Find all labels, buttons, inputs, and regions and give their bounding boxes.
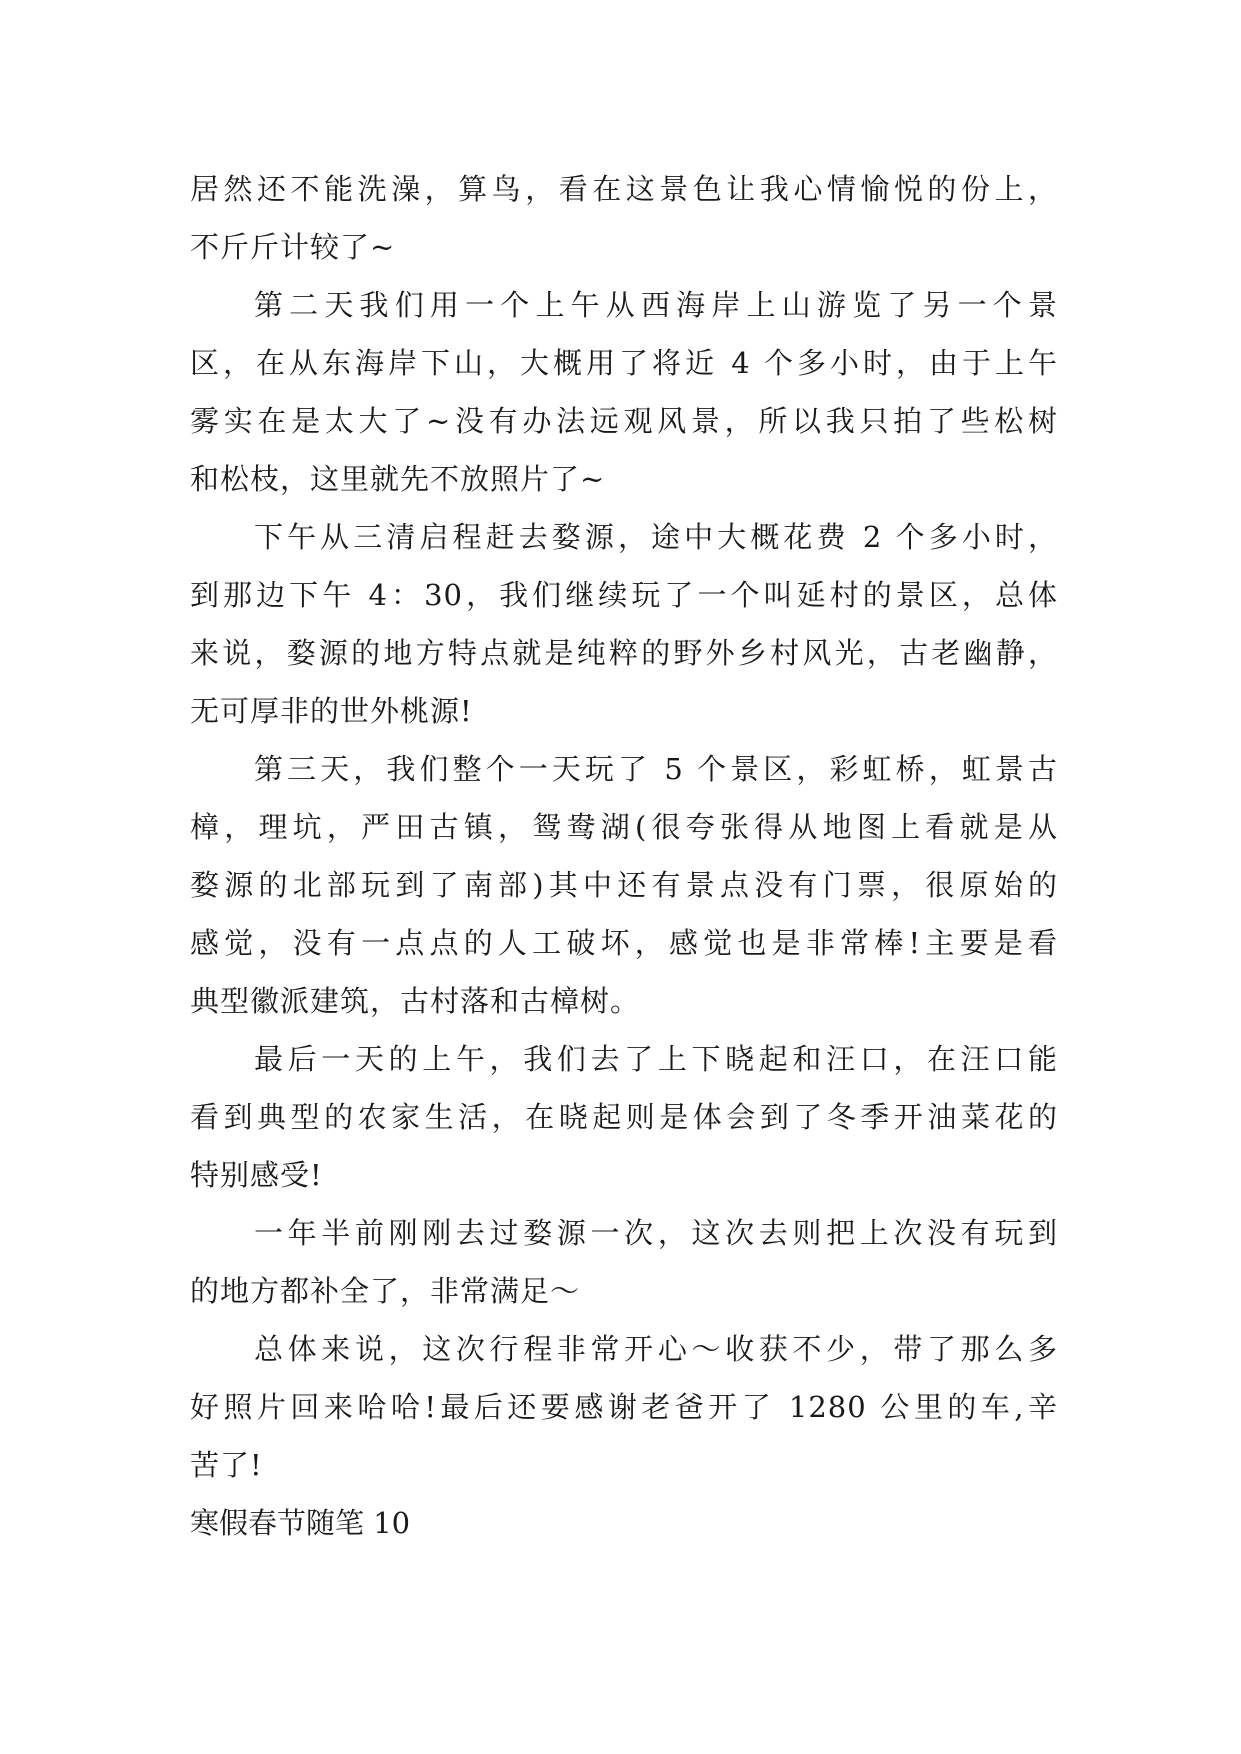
- paragraph-first-line: 最后一天的上午，我们去了上下晓起和汪口，在汪口能: [254, 1042, 1058, 1076]
- text-line: 无可厚非的世外桃源!: [190, 694, 473, 728]
- paragraph-first-line: 总体来说，这次行程非常开心～收获不少，带了那么多: [254, 1332, 1058, 1366]
- text-line: 典型徽派建筑，古村落和古樟树。: [190, 984, 641, 1018]
- paragraph-first-line: 一年半前刚刚去过婺源一次，这次去则把上次没有玩到: [254, 1216, 1058, 1250]
- text-line: 感觉，没有一点点的人工破坏，感觉也是非常棒!主要是看: [190, 926, 1058, 960]
- text-line: 好照片回来哈哈!最后还要感谢老爸开了 1280 公里的车,辛: [190, 1390, 1058, 1424]
- text-line: 来说，婺源的地方特点就是纯粹的野外乡村风光，古老幽静，: [190, 636, 1058, 670]
- text-line: 和松枝，这里就先不放照片了~: [190, 462, 606, 496]
- paragraph-first-line: 下午从三清启程赶去婺源，途中大概花费 2 个多小时，: [254, 520, 1058, 554]
- text-line: 苦了!: [190, 1448, 263, 1482]
- section-heading: 寒假春节随笔 10: [190, 1506, 411, 1540]
- paragraph-first-line: 第二天我们用一个上午从西海岸上山游览了另一个景: [254, 288, 1058, 322]
- text-line: 特别感受!: [190, 1158, 323, 1192]
- text-line: 看到典型的农家生活，在晓起则是体会到了冬季开油菜花的: [190, 1100, 1058, 1134]
- text-line: 居然还不能洗澡，算鸟，看在这景色让我心情愉悦的份上，: [190, 172, 1058, 206]
- text-line: 到那边下午 4：30，我们继续玩了一个叫延村的景区，总体: [190, 578, 1058, 612]
- text-line: 雾实在是太大了~没有办法远观风景，所以我只拍了些松树: [190, 404, 1058, 438]
- document-body: [190, 160, 1058, 1552]
- text-line: 区，在从东海岸下山，大概用了将近 4 个多小时，由于上午: [190, 346, 1058, 380]
- text-line: 婺源的北部玩到了南部)其中还有景点没有门票，很原始的: [190, 868, 1058, 902]
- text-line: 樟，理坑，严田古镇，鸳鸯湖(很夸张得从地图上看就是从: [190, 810, 1058, 844]
- text-line: 的地方都补全了，非常满足～: [190, 1274, 581, 1308]
- text-line: 不斤斤计较了~: [190, 230, 396, 264]
- paragraph-first-line: 第三天，我们整个一天玩了 5 个景区，彩虹桥，虹景古: [254, 752, 1058, 786]
